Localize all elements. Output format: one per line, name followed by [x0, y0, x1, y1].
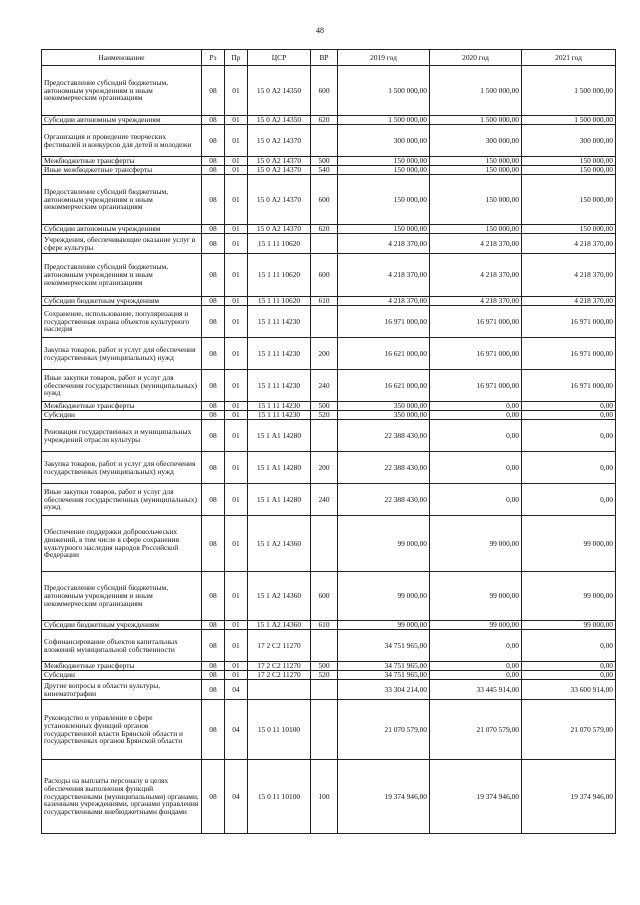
cell-pr: 01: [225, 662, 248, 671]
table-body: [42, 66, 616, 834]
cell-vr: [311, 680, 338, 700]
cell-vr: 200: [311, 452, 338, 484]
cell-name: Предоставление субсидий бюджетным, автономным учреждениям и иным некоммерческим организациям: [42, 66, 202, 116]
cell-vr: 200: [311, 338, 338, 370]
cell-rz: 08: [202, 125, 225, 157]
table-row: [42, 760, 616, 834]
cell-y2020: 4 218 370,00: [430, 234, 522, 254]
cell-y2019: 99 000,00: [338, 621, 430, 630]
cell-y2019: 150 000,00: [338, 175, 430, 225]
cell-csr: 15 0 А2 14370: [248, 225, 311, 234]
cell-csr: 17 2 С2 11270: [248, 630, 311, 662]
cell-csr: 15 0 А2 14370: [248, 125, 311, 157]
cell-y2021: 150 000,00: [522, 175, 616, 225]
cell-rz: 08: [202, 402, 225, 411]
cell-name: Межбюджетные трансферты: [42, 402, 202, 411]
cell-vr: 500: [311, 662, 338, 671]
cell-name: Организация и проведение творческих фестивалей и конкурсов для детей и молодежи: [42, 125, 202, 157]
cell-y2020: 0,00: [430, 452, 522, 484]
cell-y2020: 99 000,00: [430, 516, 522, 572]
cell-y2020: 16 971 000,00: [430, 370, 522, 402]
cell-name: Предоставление субсидий бюджетным, автономным учреждениям и иным некоммерческим организациям: [42, 572, 202, 621]
cell-y2020: 300 000,00: [430, 125, 522, 157]
cell-name: Предоставление субсидий бюджетным, автономным учреждениям и иным некоммерческим организациям: [42, 254, 202, 297]
cell-y2020: 0,00: [430, 420, 522, 452]
cell-name: Реновация государственных и муниципальных учреждений отрасли культуры: [42, 420, 202, 452]
cell-y2020: 150 000,00: [430, 225, 522, 234]
cell-name: Предоставление субсидий бюджетным, автономным учреждениям и иным некоммерческим организациям: [42, 175, 202, 225]
table-row: [42, 116, 616, 125]
cell-vr: [311, 700, 338, 760]
cell-y2021: 150 000,00: [522, 166, 616, 175]
header-rz: Рз: [202, 50, 225, 66]
cell-pr: 04: [225, 760, 248, 834]
cell-y2020: 0,00: [430, 630, 522, 662]
cell-y2021: 150 000,00: [522, 157, 616, 166]
cell-name: Иные межбюджетные трансферты: [42, 166, 202, 175]
cell-pr: 01: [225, 157, 248, 166]
cell-y2019: 21 070 579,00: [338, 700, 430, 760]
cell-csr: 15 1 11 14230: [248, 370, 311, 402]
cell-y2019: 34 751 965,00: [338, 671, 430, 680]
cell-rz: 08: [202, 157, 225, 166]
cell-csr: 15 1 11 10620: [248, 254, 311, 297]
header-vr: ВР: [311, 50, 338, 66]
cell-rz: 08: [202, 66, 225, 116]
cell-y2019: 300 000,00: [338, 125, 430, 157]
cell-csr: 15 1 А2 14360: [248, 572, 311, 621]
cell-name: Субсидии бюджетным учреждениям: [42, 621, 202, 630]
cell-name: Иные закупки товаров, работ и услуг для обеспечения государственных (муниципальных) нужд: [42, 370, 202, 402]
cell-vr: 600: [311, 572, 338, 621]
cell-csr: 15 0 А2 14370: [248, 175, 311, 225]
cell-y2021: 1 500 000,00: [522, 66, 616, 116]
cell-vr: [311, 125, 338, 157]
cell-name: Субсидии: [42, 411, 202, 420]
cell-y2021: 19 374 946,00: [522, 760, 616, 834]
cell-pr: 01: [225, 402, 248, 411]
cell-y2019: 4 218 370,00: [338, 254, 430, 297]
cell-csr: 17 2 С2 11270: [248, 662, 311, 671]
cell-y2021: 4 218 370,00: [522, 234, 616, 254]
cell-name: Закупка товаров, работ и услуг для обеспечения государственных (муниципальных) нужд: [42, 338, 202, 370]
cell-y2019: 1 500 000,00: [338, 116, 430, 125]
cell-pr: 01: [225, 370, 248, 402]
cell-y2019: 16 621 000,00: [338, 338, 430, 370]
budget-table: [41, 49, 616, 834]
cell-y2019: 22 388 430,00: [338, 484, 430, 516]
cell-pr: 01: [225, 175, 248, 225]
cell-csr: 15 0 11 10100: [248, 760, 311, 834]
table-row: [42, 662, 616, 671]
header-csr: ЦСР: [248, 50, 311, 66]
cell-y2020: 150 000,00: [430, 157, 522, 166]
cell-pr: 01: [225, 516, 248, 572]
cell-name: Софинансирование объектов капитальных вложений муниципальной собственности: [42, 630, 202, 662]
cell-y2019: 34 751 965,00: [338, 630, 430, 662]
cell-rz: 08: [202, 338, 225, 370]
table-row: [42, 370, 616, 402]
table-row: [42, 680, 616, 700]
table-row: [42, 297, 616, 306]
cell-pr: 01: [225, 411, 248, 420]
cell-rz: 08: [202, 411, 225, 420]
cell-vr: 500: [311, 402, 338, 411]
cell-y2021: 99 000,00: [522, 516, 616, 572]
cell-y2019: 4 218 370,00: [338, 234, 430, 254]
header-2021: 2021 год: [522, 50, 616, 66]
cell-vr: 520: [311, 411, 338, 420]
cell-pr: 01: [225, 338, 248, 370]
cell-name: Субсидии: [42, 671, 202, 680]
cell-csr: 15 1 А2 14360: [248, 621, 311, 630]
cell-y2021: 16 971 000,00: [522, 370, 616, 402]
table-row: [42, 125, 616, 157]
cell-y2021: 16 971 000,00: [522, 338, 616, 370]
cell-y2021: 150 000,00: [522, 225, 616, 234]
cell-rz: 08: [202, 420, 225, 452]
cell-y2019: 150 000,00: [338, 157, 430, 166]
table-row: [42, 484, 616, 516]
cell-vr: [311, 306, 338, 338]
cell-pr: 04: [225, 700, 248, 760]
cell-y2020: 4 218 370,00: [430, 297, 522, 306]
table-row: [42, 338, 616, 370]
cell-y2021: 0,00: [522, 671, 616, 680]
cell-rz: 08: [202, 516, 225, 572]
cell-rz: 08: [202, 225, 225, 234]
table-row: [42, 234, 616, 254]
cell-y2021: 0,00: [522, 420, 616, 452]
cell-y2021: 21 070 579,00: [522, 700, 616, 760]
cell-pr: 01: [225, 225, 248, 234]
cell-rz: 08: [202, 370, 225, 402]
cell-y2020: 1 500 000,00: [430, 116, 522, 125]
cell-y2019: 350 000,00: [338, 402, 430, 411]
cell-y2020: 19 374 946,00: [430, 760, 522, 834]
cell-y2020: 150 000,00: [430, 175, 522, 225]
cell-y2020: 4 218 370,00: [430, 254, 522, 297]
header-2020: 2020 год: [430, 50, 522, 66]
cell-y2020: 33 445 914,00: [430, 680, 522, 700]
header-pr: Пр: [225, 50, 248, 66]
table-row: [42, 175, 616, 225]
cell-y2021: 99 000,00: [522, 621, 616, 630]
cell-rz: 08: [202, 671, 225, 680]
cell-vr: 240: [311, 370, 338, 402]
cell-y2020: 16 971 000,00: [430, 338, 522, 370]
cell-vr: 610: [311, 297, 338, 306]
cell-y2021: 4 218 370,00: [522, 254, 616, 297]
cell-y2020: 1 500 000,00: [430, 66, 522, 116]
cell-y2021: 300 000,00: [522, 125, 616, 157]
cell-rz: 08: [202, 630, 225, 662]
cell-csr: 15 1 А1 14280: [248, 452, 311, 484]
cell-y2021: 99 000,00: [522, 572, 616, 621]
table-row: [42, 306, 616, 338]
cell-y2019: 34 751 965,00: [338, 662, 430, 671]
cell-csr: 15 0 А2 14350: [248, 66, 311, 116]
cell-pr: 04: [225, 680, 248, 700]
cell-vr: [311, 234, 338, 254]
cell-rz: 08: [202, 452, 225, 484]
cell-y2020: 99 000,00: [430, 572, 522, 621]
cell-pr: 01: [225, 254, 248, 297]
cell-y2021: 16 971 000,00: [522, 306, 616, 338]
cell-y2021: 1 500 000,00: [522, 116, 616, 125]
cell-rz: 08: [202, 166, 225, 175]
cell-y2019: 150 000,00: [338, 225, 430, 234]
page-number: 48: [316, 26, 324, 35]
cell-pr: 01: [225, 297, 248, 306]
cell-y2019: 1 500 000,00: [338, 66, 430, 116]
cell-pr: 01: [225, 116, 248, 125]
cell-y2019: 33 304 214,00: [338, 680, 430, 700]
cell-name: Другие вопросы в области культуры, кинематографии: [42, 680, 202, 700]
cell-csr: 15 1 А1 14280: [248, 484, 311, 516]
cell-csr: 15 1 11 14230: [248, 402, 311, 411]
cell-csr: 15 1 А2 14360: [248, 516, 311, 572]
cell-y2020: 0,00: [430, 671, 522, 680]
cell-pr: 01: [225, 420, 248, 452]
cell-rz: 08: [202, 621, 225, 630]
cell-name: Субсидии автономным учреждениям: [42, 225, 202, 234]
cell-pr: 01: [225, 166, 248, 175]
cell-y2021: 33 600 914,00: [522, 680, 616, 700]
cell-rz: 08: [202, 700, 225, 760]
table-row: [42, 700, 616, 760]
cell-vr: 100: [311, 760, 338, 834]
table-row: [42, 452, 616, 484]
cell-pr: 01: [225, 671, 248, 680]
cell-name: Руководство и управление в сфере установленных функций органов государственной власти Брянской области и государственных органов Брянской области: [42, 700, 202, 760]
cell-pr: 01: [225, 572, 248, 621]
cell-rz: 08: [202, 680, 225, 700]
cell-name: Учреждения, обеспечивающие оказание услуг в сфере культуры: [42, 234, 202, 254]
cell-csr: 15 1 11 14230: [248, 338, 311, 370]
cell-y2021: 0,00: [522, 630, 616, 662]
table-row: [42, 630, 616, 662]
cell-y2019: 22 388 430,00: [338, 420, 430, 452]
cell-pr: 01: [225, 621, 248, 630]
cell-csr: 15 1 11 10620: [248, 234, 311, 254]
cell-y2021: 0,00: [522, 452, 616, 484]
header-2019: 2019 год: [338, 50, 430, 66]
cell-y2020: 16 971 000,00: [430, 306, 522, 338]
cell-vr: 620: [311, 116, 338, 125]
cell-name: Межбюджетные трансферты: [42, 157, 202, 166]
table-row: [42, 157, 616, 166]
table-row: [42, 411, 616, 420]
cell-y2020: 0,00: [430, 662, 522, 671]
cell-csr: 15 1 А1 14280: [248, 420, 311, 452]
cell-vr: [311, 630, 338, 662]
table-row: [42, 671, 616, 680]
cell-y2019: 19 374 946,00: [338, 760, 430, 834]
table-row: [42, 254, 616, 297]
cell-csr: 15 1 11 10620: [248, 297, 311, 306]
cell-csr: 15 1 11 14230: [248, 411, 311, 420]
cell-pr: 01: [225, 484, 248, 516]
cell-rz: 08: [202, 234, 225, 254]
cell-rz: 08: [202, 760, 225, 834]
cell-name: Закупка товаров, работ и услуг для обеспечения государственных (муниципальных) нужд: [42, 452, 202, 484]
cell-vr: 520: [311, 671, 338, 680]
cell-csr: 15 0 А2 14370: [248, 157, 311, 166]
header-name: Наименование: [42, 50, 202, 66]
cell-csr: 15 1 11 14230: [248, 306, 311, 338]
cell-vr: 540: [311, 166, 338, 175]
table-row: [42, 621, 616, 630]
cell-name: Обеспечение поддержки добровольческих движений, в том числе в сфере сохранения культурного наследия народов Российской Федерации: [42, 516, 202, 572]
cell-y2019: 22 388 430,00: [338, 452, 430, 484]
cell-vr: 500: [311, 157, 338, 166]
table-row: [42, 420, 616, 452]
cell-vr: 600: [311, 66, 338, 116]
cell-csr: [248, 680, 311, 700]
cell-y2019: 16 971 000,00: [338, 306, 430, 338]
cell-y2021: 4 218 370,00: [522, 297, 616, 306]
cell-name: Межбюджетные трансферты: [42, 662, 202, 671]
table-row: [42, 66, 616, 116]
cell-csr: 15 0 А2 14350: [248, 116, 311, 125]
header-row: [42, 50, 616, 66]
cell-csr: 15 0 11 10100: [248, 700, 311, 760]
cell-y2019: 16 621 000,00: [338, 370, 430, 402]
cell-y2021: 0,00: [522, 402, 616, 411]
table-row: [42, 402, 616, 411]
cell-pr: 01: [225, 306, 248, 338]
cell-vr: 620: [311, 225, 338, 234]
cell-name: Субсидии бюджетным учреждениям: [42, 297, 202, 306]
cell-pr: 01: [225, 125, 248, 157]
cell-y2020: 99 000,00: [430, 621, 522, 630]
cell-name: Иные закупки товаров, работ и услуг для обеспечения государственных (муниципальных) нужд: [42, 484, 202, 516]
cell-y2019: 4 218 370,00: [338, 297, 430, 306]
cell-vr: 600: [311, 254, 338, 297]
cell-pr: 01: [225, 66, 248, 116]
cell-rz: 08: [202, 306, 225, 338]
cell-pr: 01: [225, 234, 248, 254]
cell-pr: 01: [225, 452, 248, 484]
cell-name: Субсидии автономным учреждениям: [42, 116, 202, 125]
cell-csr: 15 0 А2 14370: [248, 166, 311, 175]
cell-name: Сохранение, использование, популяризация и государственная охрана объектов культурного наследия: [42, 306, 202, 338]
cell-y2019: 99 000,00: [338, 572, 430, 621]
cell-y2019: 150 000,00: [338, 166, 430, 175]
cell-rz: 08: [202, 572, 225, 621]
cell-vr: 610: [311, 621, 338, 630]
cell-y2021: 0,00: [522, 662, 616, 671]
cell-y2019: 350 000,00: [338, 411, 430, 420]
cell-pr: 01: [225, 630, 248, 662]
cell-vr: 600: [311, 175, 338, 225]
table-row: [42, 516, 616, 572]
table-row: [42, 225, 616, 234]
cell-y2019: 99 000,00: [338, 516, 430, 572]
cell-rz: 08: [202, 297, 225, 306]
cell-vr: [311, 516, 338, 572]
table-row: [42, 166, 616, 175]
cell-y2021: 0,00: [522, 484, 616, 516]
cell-y2020: 0,00: [430, 411, 522, 420]
cell-rz: 08: [202, 484, 225, 516]
cell-csr: 17 2 С2 11270: [248, 671, 311, 680]
table-row: [42, 572, 616, 621]
cell-name: Расходы на выплаты персоналу в целях обеспечения выполнения функций государственными (муниципальными) органами, казенными учреждениями, органами управления государственными внебюджетными фондами: [42, 760, 202, 834]
cell-y2020: 0,00: [430, 402, 522, 411]
cell-y2020: 21 070 579,00: [430, 700, 522, 760]
cell-rz: 08: [202, 254, 225, 297]
cell-rz: 08: [202, 662, 225, 671]
cell-y2020: 0,00: [430, 484, 522, 516]
cell-vr: 240: [311, 484, 338, 516]
cell-rz: 08: [202, 175, 225, 225]
cell-rz: 08: [202, 116, 225, 125]
cell-vr: [311, 420, 338, 452]
cell-y2021: 0,00: [522, 411, 616, 420]
cell-y2020: 150 000,00: [430, 166, 522, 175]
